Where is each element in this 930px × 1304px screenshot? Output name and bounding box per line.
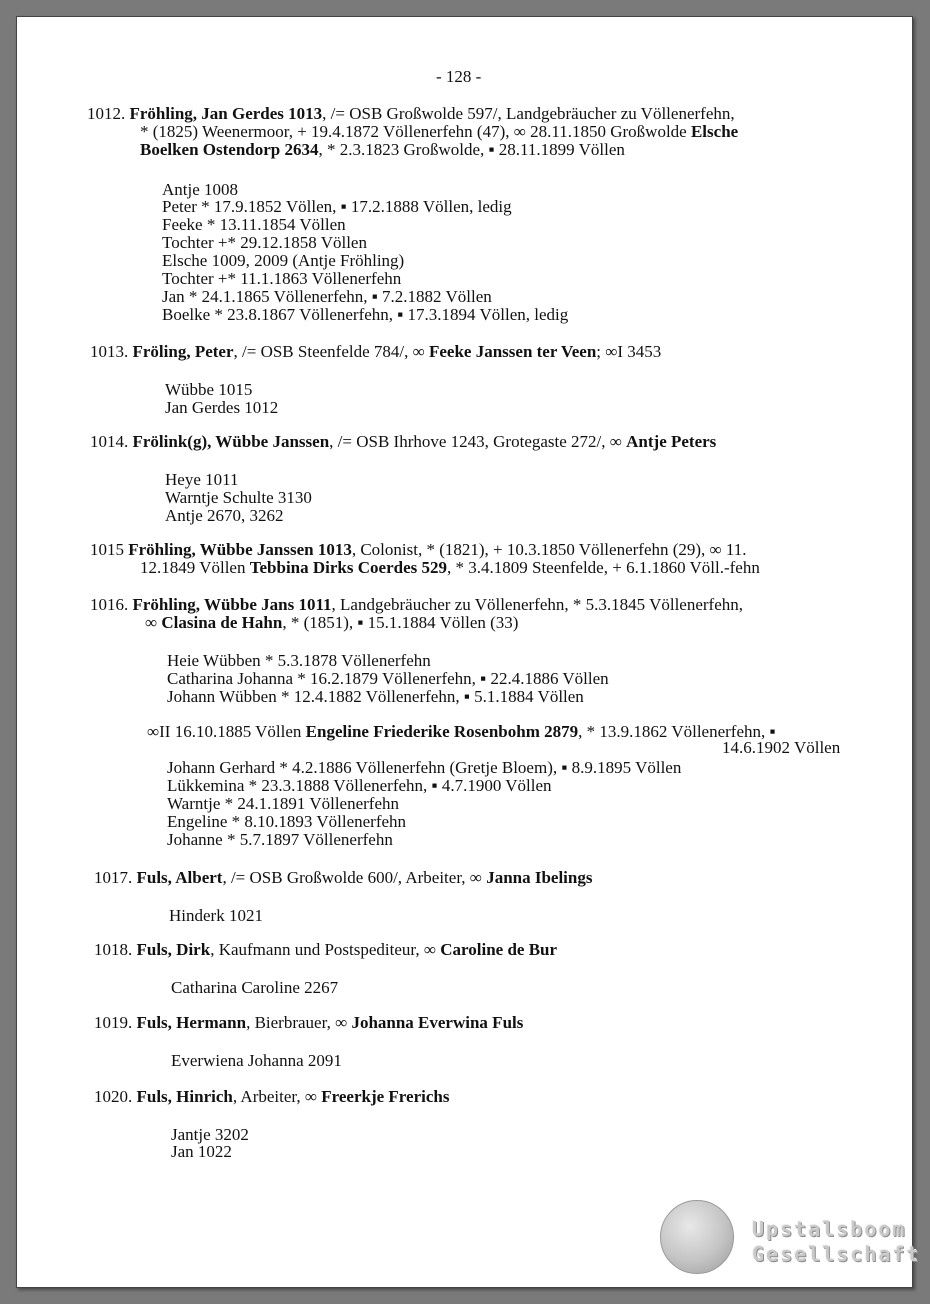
text-segment: ∞ [145,613,162,632]
bold-name: Freerkje Frerichs [321,1087,450,1106]
text-line [162,306,568,324]
text-line [167,688,584,706]
bold-name: Janna Ibelings [486,868,593,887]
seal-logo-icon [660,1200,734,1274]
text-line [165,489,312,507]
text-line [162,198,512,216]
text-segment: , Colonist, * (1821), + 10.3.1850 Völlenerfehn (29), ∞ 11. [351,540,747,559]
text-segment: Elsche 1009, 2009 (Antje Fröhling) [162,251,405,270]
bold-name: Clasina de Hahn [161,613,283,632]
text-segment: Tochter +* 29.12.1858 Völlen [162,233,367,252]
text-line [90,343,661,361]
text-segment: 1018. [94,940,137,959]
bold-name: Antje Peters [626,432,717,451]
text-segment: Lükkemina * 23.3.1888 Völlenerfehn, ▪ 4.7.1900 Völlen [167,776,552,795]
text-segment: , /= OSB Großwolde 597/, Landgebräucher zu Völlenerfehn, [322,104,735,123]
text-line [162,216,346,234]
text-segment: Johanne * 5.7.1897 Völlenerfehn [167,830,393,849]
text-segment: Tochter +* 11.1.1863 Völlenerfehn [162,269,402,288]
bold-name: Caroline de Bur [440,940,558,959]
page-number: - 128 - [436,67,482,86]
text-segment: Jan * 24.1.1865 Völlenerfehn, ▪ 7.2.1882 Völlen [162,287,492,306]
text-line [162,288,492,306]
text-line [167,670,609,688]
text-line [167,795,399,813]
text-line [90,433,716,451]
text-segment: Catharina Johanna * 16.2.1879 Völlenerfehn, ▪ 22.4.1886 Völlen [167,669,609,688]
text-line [94,1014,523,1032]
bold-name: Elsche [690,122,739,141]
bold-name: Feeke Janssen ter Veen [428,342,597,361]
text-segment: Antje 2670, 3262 [165,506,284,525]
text-segment: Heye 1011 [165,470,239,489]
bold-name: Tebbina Dirks Coerdes 529 [249,558,447,577]
text-segment: Hinderk 1021 [169,906,263,925]
text-segment: Warntje Schulte 3130 [165,488,312,507]
text-segment: , /= OSB Ihrhove 1243, Grotegaste 272/, ∞ [329,432,627,451]
text-line [94,1088,449,1106]
text-segment: , * 3.4.1809 Steenfelde, + 6.1.1860 Völl.-fehn [446,558,760,577]
text-segment: Jan Gerdes 1012 [165,398,279,417]
text-line [165,507,284,525]
text-segment: 1019. [94,1013,137,1032]
text-line [87,105,735,123]
bold-name: Fuls, Hermann [136,1013,247,1032]
bold-name: Fuls, Hinrich [136,1087,233,1106]
text-segment: , Kaufmann und Postspediteur, ∞ [210,940,441,959]
text-line [167,813,406,831]
text-line [94,869,592,887]
text-line [90,541,747,559]
text-segment: Jan 1022 [171,1142,232,1161]
text-segment: Jantje 3202 [171,1125,249,1144]
text-segment: 1020. [94,1087,137,1106]
text-segment: , /= OSB Steenfelde 784/, ∞ [233,342,429,361]
logo-line-1: Upstalsboom [752,1217,907,1241]
bold-name: Boelken Ostendorp 2634 [140,140,319,159]
text-segment: Wübbe 1015 [165,380,253,399]
text-line [722,739,840,757]
text-segment: Johann Gerhard * 4.2.1886 Völlenerfehn (Gretje Bloem), ▪ 8.9.1895 Völlen [167,758,682,777]
text-segment: Peter * 17.9.1852 Völlen, ▪ 17.2.1888 Völlen, ledig [162,197,512,216]
text-segment: ; ∞I 3453 [596,342,662,361]
text-segment: , * 2.3.1823 Großwolde, ▪ 28.11.1899 Völlen [318,140,625,159]
text-line [165,381,252,399]
text-segment: Feeke * 13.11.1854 Völlen [162,215,346,234]
bold-name: Fröling, Peter [132,342,234,361]
text-segment: Heie Wübben * 5.3.1878 Völlenerfehn [167,651,431,670]
text-segment: 1016. [90,595,133,614]
text-line [140,559,760,577]
text-line [165,399,278,417]
text-line [90,596,743,614]
text-segment: ∞II 16.10.1885 Völlen [147,722,306,741]
text-segment: , Landgebräucher zu Völlenerfehn, * 5.3.1845 Völlenerfehn, [331,595,744,614]
logo-line-2: Gesellschaft [752,1242,921,1266]
text-line [171,1052,342,1070]
bold-name: Fröhling, Jan Gerdes 1013 [129,104,323,123]
text-segment: 14.6.1902 Völlen [722,738,841,757]
text-line [167,652,431,670]
text-line [140,141,625,159]
bold-name: Fröhling, Wübbe Janssen 1013 [128,540,352,559]
text-segment: Everwiena Johanna 2091 [171,1051,342,1070]
text-segment: Antje 1008 [162,180,239,199]
text-line [162,270,401,288]
text-segment: , * 13.9.1862 Völlenerfehn, ▪ [578,722,776,741]
text-segment: Johann Wübben * 12.4.1882 Völlenerfehn, ▪ 5.1.1884 Völlen [167,687,584,706]
bold-name: Frölink(g), Wübbe Janssen [132,432,330,451]
text-segment: 1015 [90,540,129,559]
text-line [169,907,263,925]
text-line [94,941,557,959]
text-line [140,123,738,141]
text-segment: Engeline * 8.10.1893 Völlenerfehn [167,812,407,831]
text-line [167,831,393,849]
text-segment: 12.1849 Völlen [140,558,250,577]
text-line [167,777,552,795]
text-line [162,252,404,270]
bold-name: Engeline Friederike Rosenbohm 2879 [305,722,579,741]
text-line [171,979,338,997]
bold-name: Fröhling, Wübbe Jans 1011 [132,595,332,614]
text-line [145,614,518,632]
text-line [162,234,367,252]
text-segment: Boelke * 23.8.1867 Völlenerfehn, ▪ 17.3.1894 Völlen, ledig [162,305,569,324]
text-segment: 1014. [90,432,133,451]
text-segment: Warntje * 24.1.1891 Völlenerfehn [167,794,400,813]
text-segment: , Arbeiter, ∞ [232,1087,322,1106]
bold-name: Fuls, Dirk [136,940,211,959]
text-segment: , /= OSB Großwolde 600/, Arbeiter, ∞ [222,868,487,887]
text-line [147,723,776,741]
text-segment: * (1825) Weenermoor, + 19.4.1872 Völlenerfehn (47), ∞ 28.11.1850 Großwolde [140,122,691,141]
bold-name: Fuls, Albert [136,868,223,887]
text-segment: 1012. [87,104,130,123]
text-segment: Catharina Caroline 2267 [171,978,339,997]
bold-name: Johanna Everwina Fuls [351,1013,524,1032]
text-segment: , Bierbrauer, ∞ [246,1013,352,1032]
text-segment: 1017. [94,868,137,887]
text-line [171,1143,232,1161]
text-line [165,471,239,489]
text-line [167,759,681,777]
text-segment: , * (1851), ▪ 15.1.1884 Völlen (33) [282,613,519,632]
text-segment: 1013. [90,342,133,361]
